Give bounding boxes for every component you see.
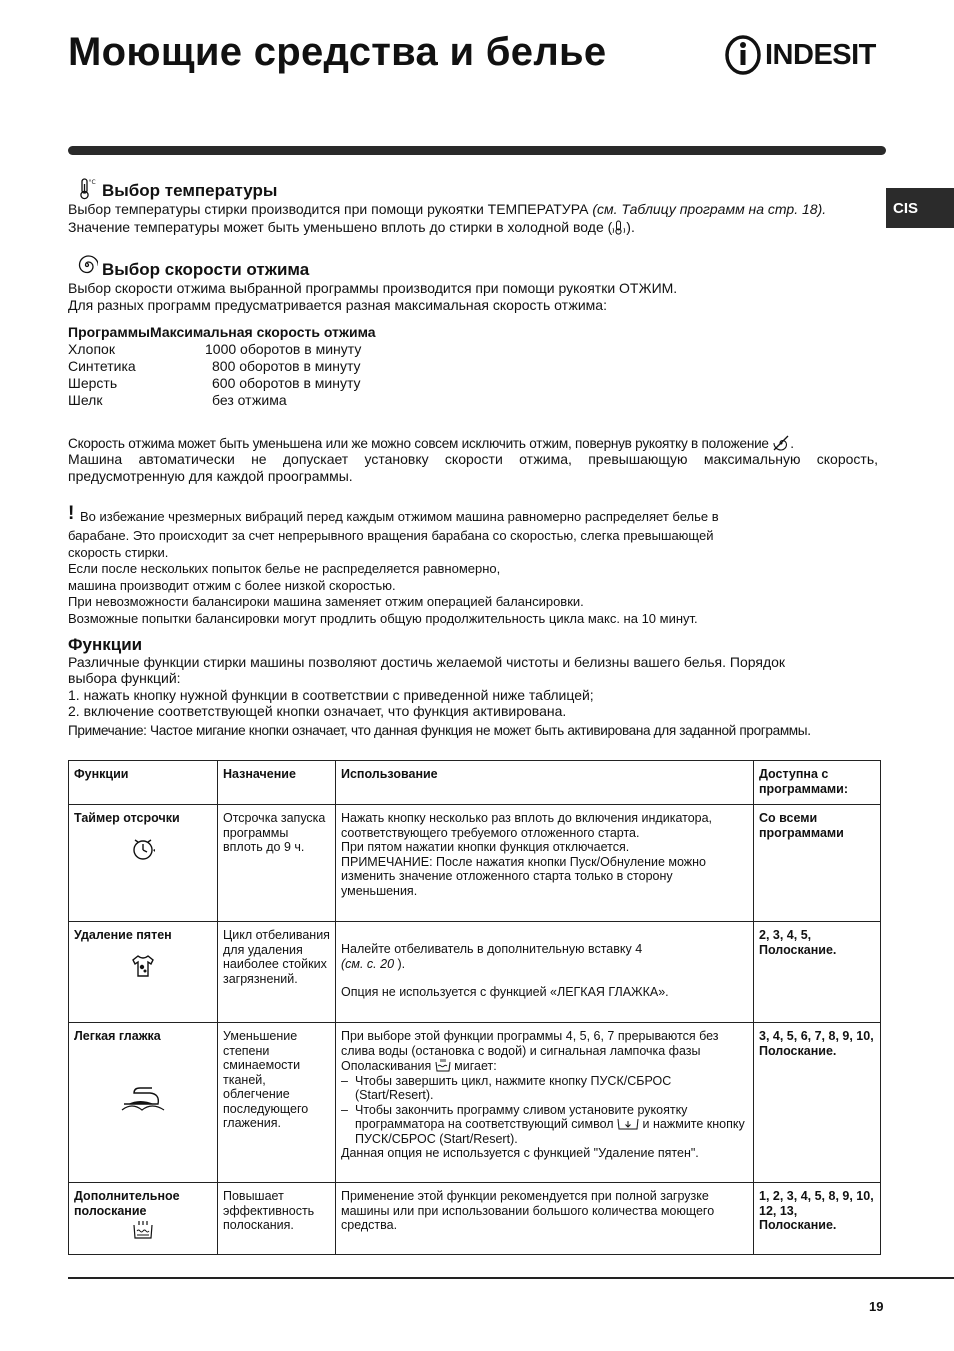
col-header-usage: Использование: [336, 761, 754, 805]
table-row: [69, 1023, 881, 1183]
spin-row: [68, 341, 362, 358]
usage-text: Опция не используется с функцией «ЛЕГКАЯ ГЛАЖКА».: [341, 985, 669, 999]
spin-heading: Выбор скорости отжима: [102, 260, 310, 279]
header-divider: [68, 146, 886, 155]
warning-icon: !: [68, 503, 75, 524]
table-row: [69, 1183, 881, 1255]
spin-col-speed: Максимальная скорость отжима: [150, 324, 376, 340]
spin-row-program: Синтетика: [68, 358, 136, 374]
warning-text-2: барабане. Это происходит за счет непрерывного вращения барабана со скоростью, слегка превышающей: [68, 528, 714, 543]
usage-text-c: ).: [394, 956, 406, 971]
spin-row-speed: 800 оборотов в минуту: [212, 358, 361, 374]
bullet-dash: –: [341, 1102, 348, 1117]
col-header-purpose: Назначение: [218, 761, 336, 805]
function-cell: [69, 805, 218, 922]
spin-auto-text: Машина автоматически не допускает установку скорости отжима, превышающую максимальную скорость, предусмотренную для каждой проограммы.: [68, 451, 878, 484]
purpose-cell: Отсрочка запуска программы вплоть до 9 ч.: [218, 805, 336, 922]
usage-cell: Применение этой функции рекомендуется при полной загрузке машины или при использовании большого количества моющего средства.: [336, 1183, 754, 1255]
warning-text-4: Если после нескольких попыток белье не распределяется равномерно,: [68, 561, 501, 576]
usage-text: ПРИМЕЧАНИЕ: После нажатия кнопки Пуск/Обнуление можно изменить значение отложенного старта только в сторону уменьшения.: [341, 854, 707, 898]
page-title: Моющие средства и белье: [68, 30, 607, 74]
usage-ref: (см. с. 20: [341, 956, 395, 971]
delay-timer-icon: [130, 836, 156, 862]
purpose-cell: Цикл отбеливания для удаления наиболее стойких загрязнений.: [218, 922, 336, 1023]
cold-wash-icon: [612, 220, 626, 235]
spin-spiral-icon: [76, 254, 98, 281]
spin-row-program: Шерсть: [68, 375, 118, 391]
no-spin-icon: [772, 434, 790, 452]
table-header-row: [69, 761, 881, 805]
usage-text: [341, 1029, 748, 1074]
warning-text-5: машина производит отжим с более низкой скоростью.: [68, 578, 396, 593]
temperature-text-2b: ).: [626, 219, 635, 235]
table-row: [69, 922, 881, 1023]
purpose-cell: Уменьшение степени сминаемости тканей, облегчение последующего глажения.: [218, 1023, 336, 1183]
extra-rinse-icon: [132, 1220, 154, 1240]
functions-intro-2: выбора функций:: [68, 670, 181, 686]
available-cell: 3, 4, 5, 6, 7, 8, 9, 10, Полоскание.: [754, 1023, 881, 1183]
warning-text-1: Во избежание чрезмерных вибраций перед каждым отжимом машина равномерно распределяет белье в: [80, 509, 719, 524]
functions-step-1: 1. нажать кнопку нужной функции в соответствии с приведенной ниже таблицей;: [68, 687, 594, 703]
spin-reduce-text-b: .: [790, 436, 794, 451]
function-name: Дополнительное полоскание: [74, 1189, 180, 1218]
spin-row-speed: 1000 оборотов в минуту: [205, 341, 362, 357]
col-header-available: Доступна с программами:: [754, 761, 881, 805]
brand-name: INDESIT: [765, 38, 876, 71]
warning-text-6: При невозможности балансироки машина заменяет отжим операцией балансировки.: [68, 594, 584, 609]
language-tab: CIS: [886, 188, 954, 228]
functions-step-2: 2. включение соответствующей кнопки означает, что функция активирована.: [68, 703, 567, 719]
spin-row-speed: 600 оборотов в минуту: [212, 375, 361, 391]
usage-bullet: [341, 1074, 748, 1103]
functions-intro-1: Различные функции стирки машины позволяют достичь желаемой чистоты и белизны вашего белья. Порядок: [68, 654, 786, 670]
spin-reduce-text: [68, 434, 794, 453]
function-cell: [69, 1023, 218, 1183]
usage-cell: [336, 922, 754, 1023]
page-number: 19: [869, 1299, 884, 1314]
brand-logo: [725, 33, 876, 77]
functions-heading: Функции: [68, 635, 143, 654]
warning-text-3: скорость стирки.: [68, 545, 169, 560]
temperature-text-2: [68, 219, 635, 236]
temperature-text-1a: Выбор температуры стирки производится при помощи рукоятки ТЕМПЕРАТУРА: [68, 201, 593, 217]
spin-row: [68, 358, 361, 375]
spin-row: [68, 375, 361, 392]
spin-text-1: Выбор скорости отжима выбранной программы производится при помощи рукоятки ОТЖИМ.: [68, 280, 678, 296]
usage-text: Данная опция не используется с функцией "Удаление пятен".: [341, 1146, 699, 1160]
functions-table: [68, 760, 881, 1255]
spin-table: [68, 341, 362, 409]
spin-reduce-text-a: Скорость отжима может быть уменьшена или же можно совсем исключить отжим, повернув рукоятку в положение: [68, 436, 773, 451]
functions-note: Примечание: Частое мигание кнопки означает, что данная функция не может быть активирована для заданной программы.: [68, 723, 811, 738]
spin-row: [68, 392, 287, 409]
usage-cell: [336, 1023, 754, 1183]
spin-text-2: Для разных программ предусматривается разная максимальная скорость отжима:: [68, 297, 607, 313]
usage-text: Чтобы завершить цикл, нажмите кнопку ПУСК/СБРОС (Start/Resert).: [355, 1073, 672, 1102]
function-name: Таймер отсрочки: [74, 811, 180, 825]
spin-col-programs: Программы: [68, 324, 151, 340]
spin-row-program: Шелк: [68, 392, 103, 408]
usage-text: При пятом нажатии кнопки функция отключается.: [341, 840, 630, 854]
function-cell: [69, 1183, 218, 1255]
usage-text: [341, 942, 748, 971]
usage-text: Нажать кнопку несколько раз вплоть до включения индикатора, соответствующего требуемого отложенного старта.: [341, 811, 713, 840]
stain-removal-shirt-icon: [130, 953, 156, 979]
temperature-ref: (см. Таблицу программ на стр. 18).: [592, 201, 827, 217]
function-name: Удаление пятен: [74, 928, 172, 942]
function-cell: [69, 922, 218, 1023]
bullet-dash: –: [341, 1073, 348, 1088]
available-cell: 2, 3, 4, 5, Полоскание.: [754, 922, 881, 1023]
temperature-text-2a: Значение температуры может быть уменьшено вплоть до стирки в холодной воде (: [68, 219, 613, 235]
spin-table-header: [68, 324, 376, 341]
usage-text-a: При выборе этой функции программы 4, 5, 6, 7 прерываются без слива воды (остановка с водой) и сигнальная лампочка фазы Ополаскивания: [341, 1029, 719, 1073]
usage-bullet: [341, 1103, 748, 1147]
footer-divider: [68, 1277, 954, 1279]
col-header-function: Функции: [69, 761, 218, 805]
table-row: [69, 805, 881, 922]
temperature-heading: Выбор температуры: [102, 181, 278, 200]
function-name: Легкая глажка: [74, 1029, 161, 1043]
usage-text: [355, 1103, 748, 1147]
indesit-logo-icon: [725, 35, 761, 75]
purpose-cell: Повышает эффективность полоскания.: [218, 1183, 336, 1255]
temperature-text-1: [68, 201, 826, 218]
spin-row-program: Хлопок: [68, 341, 115, 357]
usage-text-b: и нажмите кнопку ПУСК/СБРОС (Start/Resert).: [355, 1117, 745, 1146]
available-cell: Со всеми программами: [754, 805, 881, 922]
usage-text-a: Чтобы закончить программу сливом установите рукоятку программатора на соответствующий символ: [355, 1102, 688, 1131]
usage-text-b: мигает:: [450, 1059, 497, 1073]
easy-iron-icon: [120, 1084, 166, 1114]
rinse-icon: [435, 1058, 451, 1072]
drain-icon: [617, 1117, 639, 1131]
warning-text-7: Возможные попытки балансировки могут продлить общую продолжительность цикла макс. на 10 минут.: [68, 611, 698, 626]
usage-text-a: Налейте отбеливатель в дополнительную вставку 4: [341, 942, 643, 956]
usage-cell: [336, 805, 754, 922]
available-cell: 1, 2, 3, 4, 5, 8, 9, 10, 12, 13, Полоскание.: [754, 1183, 881, 1255]
spin-row-speed: без отжима: [212, 392, 287, 408]
svg-text:°C: °C: [88, 179, 96, 186]
